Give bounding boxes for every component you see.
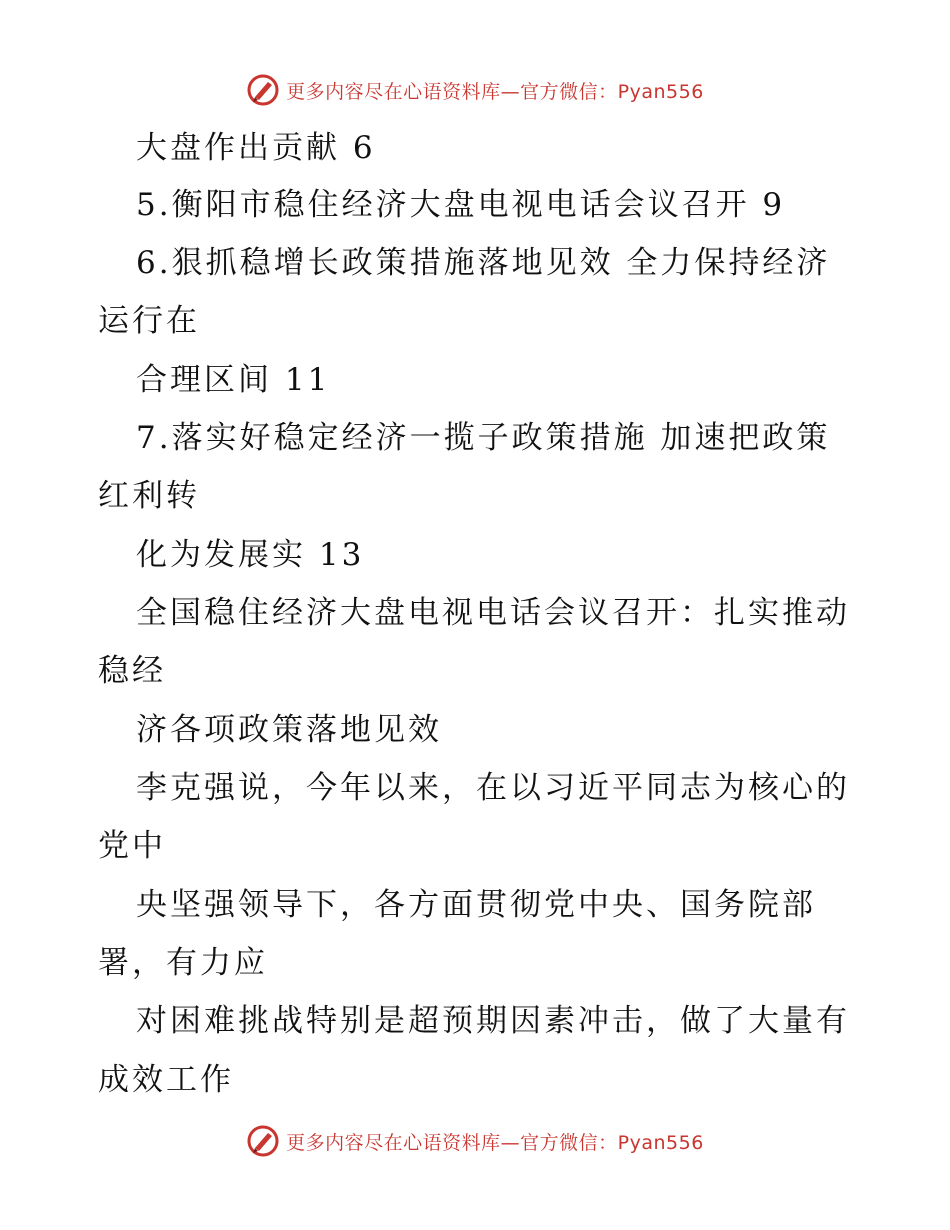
text-line: 济各项政策落地见效	[136, 712, 442, 748]
watermark-text: 更多内容尽在心语资料库—官方微信：Pyan556	[286, 80, 704, 103]
text-line: 央坚强领导下，各方面贯彻党中央、国务院部	[136, 887, 816, 923]
text-line: 大盘作出贡献 6	[136, 130, 376, 166]
text-line: 党中	[98, 828, 166, 864]
text-line: 6.狠抓稳增长政策措施落地见效 全力保持经济	[136, 245, 831, 281]
text-line: 5.衡阳市稳住经济大盘电视电话会议召开 9	[136, 187, 786, 223]
text-line: 运行在	[98, 303, 200, 339]
text-line: 红利转	[98, 478, 200, 514]
watermark-banner-bottom	[0, 1121, 950, 1161]
watermark-banner-top	[0, 70, 950, 110]
text-line: 7.落实好稳定经济一揽子政策措施 加速把政策	[136, 420, 831, 456]
text-line: 化为发展实 13	[136, 537, 365, 573]
pen-logo-icon	[246, 73, 280, 107]
text-line: 成效工作	[98, 1062, 234, 1098]
text-line: 署，有力应	[98, 945, 268, 981]
text-line: 李克强说，今年以来，在以习近平同志为核心的	[136, 770, 850, 806]
pen-logo-icon	[246, 1124, 280, 1158]
watermark-text: 更多内容尽在心语资料库—官方微信：Pyan556	[286, 1131, 704, 1154]
text-line: 全国稳住经济大盘电视电话会议召开：扎实推动	[136, 595, 850, 631]
text-line: 稳经	[98, 653, 166, 689]
text-line: 合理区间 11	[136, 362, 331, 398]
text-line: 对困难挑战特别是超预期因素冲击，做了大量有	[136, 1003, 850, 1039]
